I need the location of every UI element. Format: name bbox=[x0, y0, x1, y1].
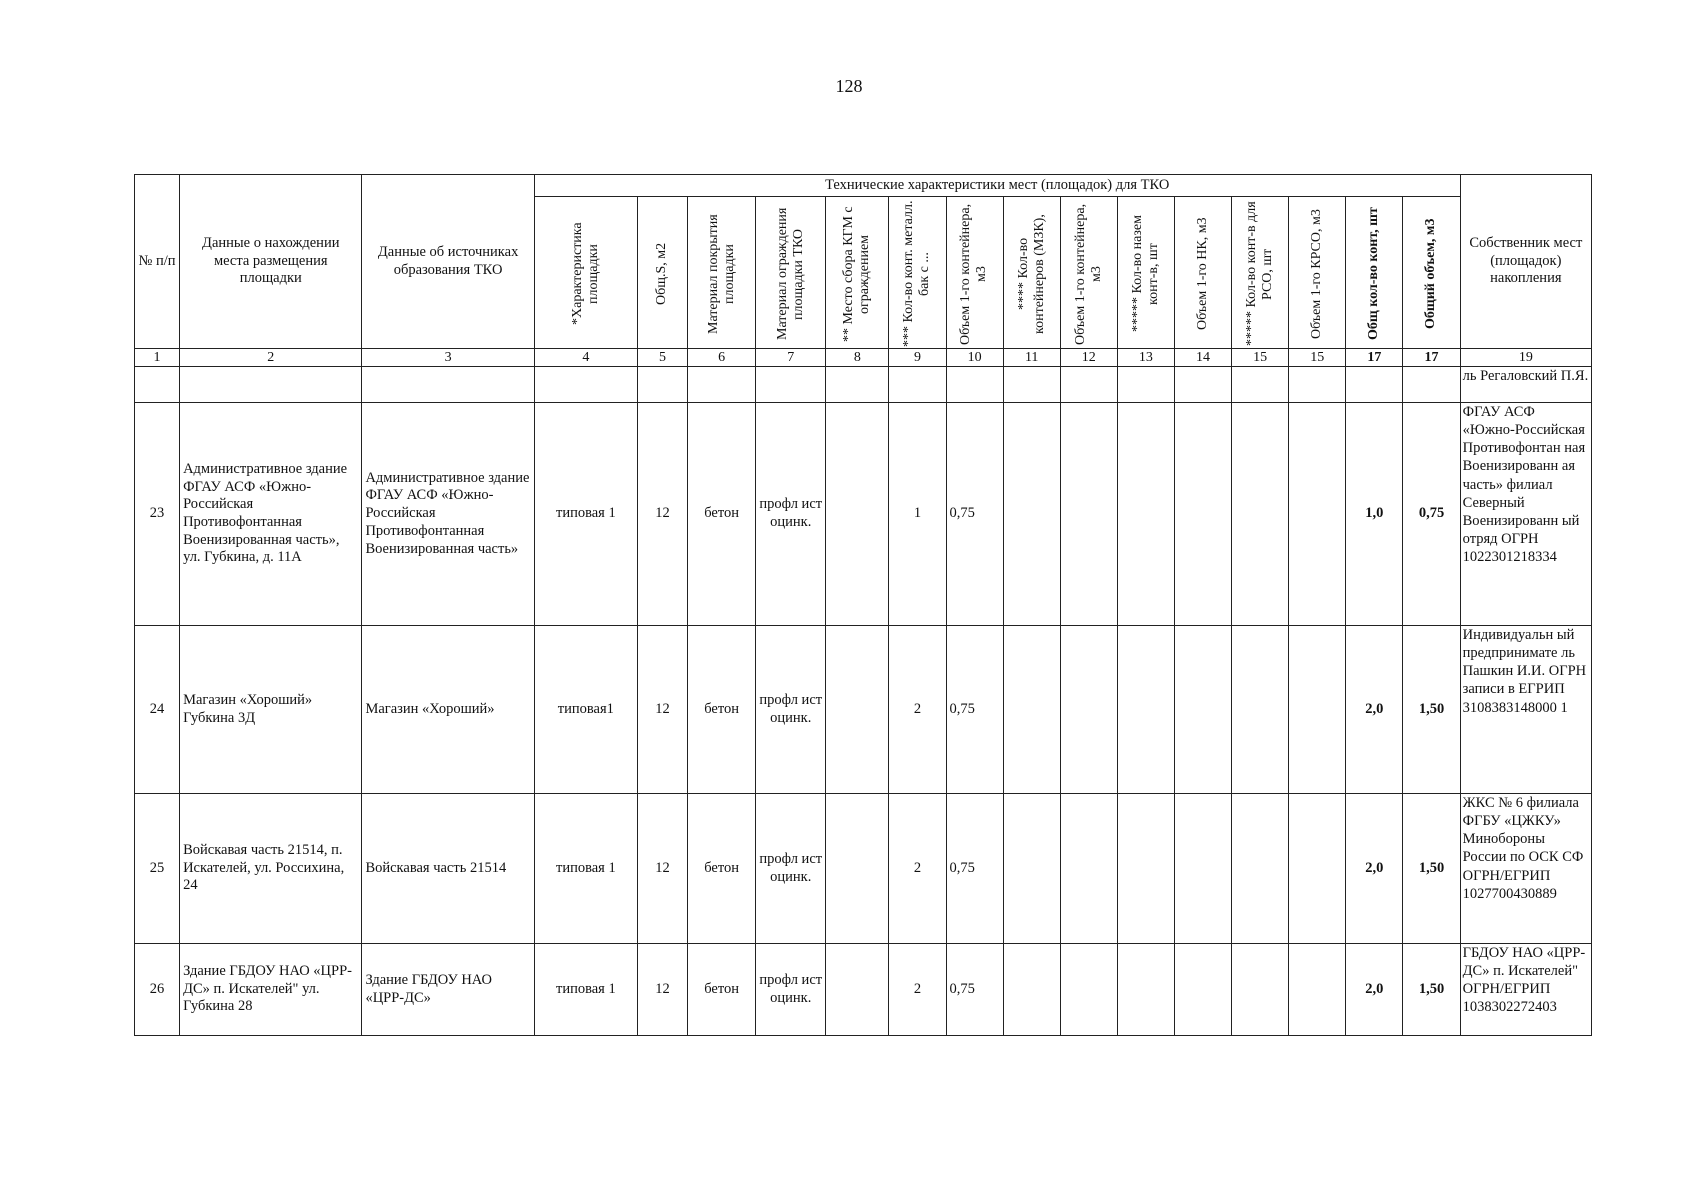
row-owner: ГБДОУ НАО «ЦРР-ДС» п. Искателей" ОГРН/ЕГРИП 1038302272403 bbox=[1460, 944, 1591, 1036]
row-num: 23 bbox=[135, 403, 180, 626]
index-cell: 17 bbox=[1403, 349, 1460, 367]
row-metal-count: 2 bbox=[889, 626, 946, 794]
carry-over-owner: ль Регаловский П.Я. bbox=[1460, 367, 1591, 403]
row-volume1: 0,75 bbox=[946, 403, 1003, 626]
row-metal-count: 1 bbox=[889, 403, 946, 626]
header-col-12-text: Объем 1-го контейнера, м3 bbox=[1072, 203, 1104, 345]
header-col-6 bbox=[688, 197, 756, 349]
index-cell: 6 bbox=[688, 349, 756, 367]
row-location: Здание ГБДОУ НАО «ЦРР-ДС» п. Искателей" ул. Губкина 28 bbox=[180, 944, 362, 1036]
row-sources: Административное здание ФГАУ АСФ «Южно-Российская Противофонтанная Военизированная часть» bbox=[362, 403, 534, 626]
row-metal-count: 2 bbox=[889, 794, 946, 944]
header-num: № п/п bbox=[135, 175, 180, 349]
header-col-16-text: Объем 1-го КРСО, м3 bbox=[1309, 209, 1325, 339]
row-surface: бетон bbox=[688, 944, 756, 1036]
table-row bbox=[135, 794, 1592, 944]
row-area: 12 bbox=[637, 626, 687, 794]
row-site-type: типовая 1 bbox=[534, 944, 637, 1036]
header-col-5 bbox=[637, 197, 687, 349]
header-col-16 bbox=[1289, 197, 1346, 349]
row-owner: ЖКС № 6 филиала ФГБУ «ЦЖКУ» Минобороны России по ОСК СФ ОГРН/ЕГРИП 1027700430889 bbox=[1460, 794, 1591, 944]
waste-sites-table bbox=[134, 174, 1592, 1036]
row-owner: Индивидуальн ый предпринимате ль Пашкин И.И. ОГРН записи в ЕГРИП 3108383148000 1 bbox=[1460, 626, 1591, 794]
row-site-type: типовая 1 bbox=[534, 403, 637, 626]
index-cell: 12 bbox=[1060, 349, 1117, 367]
row-sources: Войскавая часть 21514 bbox=[362, 794, 534, 944]
row-total-volume: 0,75 bbox=[1403, 403, 1460, 626]
header-col-14 bbox=[1174, 197, 1231, 349]
index-cell: 11 bbox=[1003, 349, 1060, 367]
row-surface: бетон bbox=[688, 403, 756, 626]
row-total-count: 2,0 bbox=[1346, 944, 1403, 1036]
header-sources: Данные об источниках образования ТКО bbox=[362, 175, 534, 349]
row-fence: профл ист оцинк. bbox=[756, 944, 826, 1036]
index-cell: 13 bbox=[1117, 349, 1174, 367]
header-col-12 bbox=[1060, 197, 1117, 349]
table-row bbox=[135, 944, 1592, 1036]
index-cell: 19 bbox=[1460, 349, 1591, 367]
table-row bbox=[135, 626, 1592, 794]
header-col-11-text: **** Кол-во контейнеров (МЗК), bbox=[1015, 214, 1047, 334]
row-area: 12 bbox=[637, 794, 687, 944]
header-col-10 bbox=[946, 197, 1003, 349]
row-volume1: 0,75 bbox=[946, 944, 1003, 1036]
header-col-18 bbox=[1403, 197, 1460, 349]
header-col-15 bbox=[1232, 197, 1289, 349]
row-total-volume: 1,50 bbox=[1403, 626, 1460, 794]
header-col-18-text: Общий объем, м3 bbox=[1423, 218, 1439, 330]
header-col-17-text: Общ кол-во конт, шт bbox=[1366, 207, 1382, 341]
row-sources: Магазин «Хороший» bbox=[362, 626, 534, 794]
header-col-9 bbox=[889, 197, 946, 349]
row-location: Войскавая часть 21514, п. Искателей, ул. Россихина, 24 bbox=[180, 794, 362, 944]
header-col-6-text: Материал покрытия площадки bbox=[705, 214, 737, 334]
header-col-13 bbox=[1117, 197, 1174, 349]
row-num: 25 bbox=[135, 794, 180, 944]
header-tech-group: Технические характеристики мест (площадок) для ТКО bbox=[534, 175, 1460, 197]
header-col-15-text: ***** Кол-во конт-в для РСО, шт bbox=[1244, 201, 1276, 347]
row-sources: Здание ГБДОУ НАО «ЦРР-ДС» bbox=[362, 944, 534, 1036]
index-cell: 5 bbox=[637, 349, 687, 367]
table-row bbox=[135, 403, 1592, 626]
row-total-count: 2,0 bbox=[1346, 626, 1403, 794]
row-area: 12 bbox=[637, 944, 687, 1036]
header-col-10-text: Объем 1-го контейнера, м3 bbox=[958, 203, 990, 345]
row-surface: бетон bbox=[688, 626, 756, 794]
index-cell: 4 bbox=[534, 349, 637, 367]
row-surface: бетон bbox=[688, 794, 756, 944]
row-total-volume: 1,50 bbox=[1403, 944, 1460, 1036]
index-cell: 7 bbox=[756, 349, 826, 367]
header-col-13-text: ***** Кол-во назем конт-в, шт bbox=[1129, 215, 1161, 333]
row-total-volume: 1,50 bbox=[1403, 794, 1460, 944]
row-volume1: 0,75 bbox=[946, 794, 1003, 944]
header-col-17 bbox=[1346, 197, 1403, 349]
row-num: 24 bbox=[135, 626, 180, 794]
header-col-8-text: ** Место сбора КГМ с ограждением bbox=[841, 206, 873, 342]
row-site-type: типовая 1 bbox=[534, 794, 637, 944]
row-location: Административное здание ФГАУ АСФ «Южно-Российская Противофонтанная Военизированная часть», ул. Губкина, д. 11А bbox=[180, 403, 362, 626]
index-cell: 3 bbox=[362, 349, 534, 367]
index-cell: 10 bbox=[946, 349, 1003, 367]
header-col-4 bbox=[534, 197, 637, 349]
page-number: 128 bbox=[835, 76, 863, 96]
header-col-8 bbox=[826, 197, 889, 349]
header-owner: Собственник мест (площадок) накопления bbox=[1460, 175, 1591, 349]
row-site-type: типовая1 bbox=[534, 626, 637, 794]
row-fence: профл ист оцинк. bbox=[756, 794, 826, 944]
row-fence: профл ист оцинк. bbox=[756, 626, 826, 794]
row-owner: ФГАУ АСФ «Южно-Российская Противофонтан ная Военизированн ая часть» филиал Северный Военизированн ый отряд ОГРН 1022301218334 bbox=[1460, 403, 1591, 626]
row-area: 12 bbox=[637, 403, 687, 626]
index-cell: 2 bbox=[180, 349, 362, 367]
row-num: 26 bbox=[135, 944, 180, 1036]
header-col-4-text: *Характеристика площадки bbox=[569, 222, 601, 326]
row-metal-count: 2 bbox=[889, 944, 946, 1036]
row-location: Магазин «Хороший» Губкина 3Д bbox=[180, 626, 362, 794]
row-total-count: 2,0 bbox=[1346, 794, 1403, 944]
header-row-top bbox=[135, 175, 1592, 197]
index-cell: 17 bbox=[1346, 349, 1403, 367]
index-cell: 14 bbox=[1174, 349, 1231, 367]
index-cell: 8 bbox=[826, 349, 889, 367]
header-col-7-text: Материал ограждения площадки ТКО bbox=[774, 207, 806, 341]
row-fence: профл ист оцинк. bbox=[756, 403, 826, 626]
index-cell: 15 bbox=[1289, 349, 1346, 367]
index-cell: 15 bbox=[1232, 349, 1289, 367]
row-total-count: 1,0 bbox=[1346, 403, 1403, 626]
index-cell: 9 bbox=[889, 349, 946, 367]
index-cell: 1 bbox=[135, 349, 180, 367]
header-location: Данные о нахождении места размещения площадки bbox=[180, 175, 362, 349]
column-index-row bbox=[135, 349, 1592, 367]
row-volume1: 0,75 bbox=[946, 626, 1003, 794]
header-col-11 bbox=[1003, 197, 1060, 349]
header-col-5-text: Общ.S, м2 bbox=[654, 242, 670, 306]
carry-over-row bbox=[135, 367, 1592, 403]
header-col-7 bbox=[756, 197, 826, 349]
header-col-14-text: Объем 1-го НК, м3 bbox=[1194, 217, 1210, 331]
header-col-9-text: *** Кол-во конт. металл. бак с ... bbox=[901, 200, 933, 348]
